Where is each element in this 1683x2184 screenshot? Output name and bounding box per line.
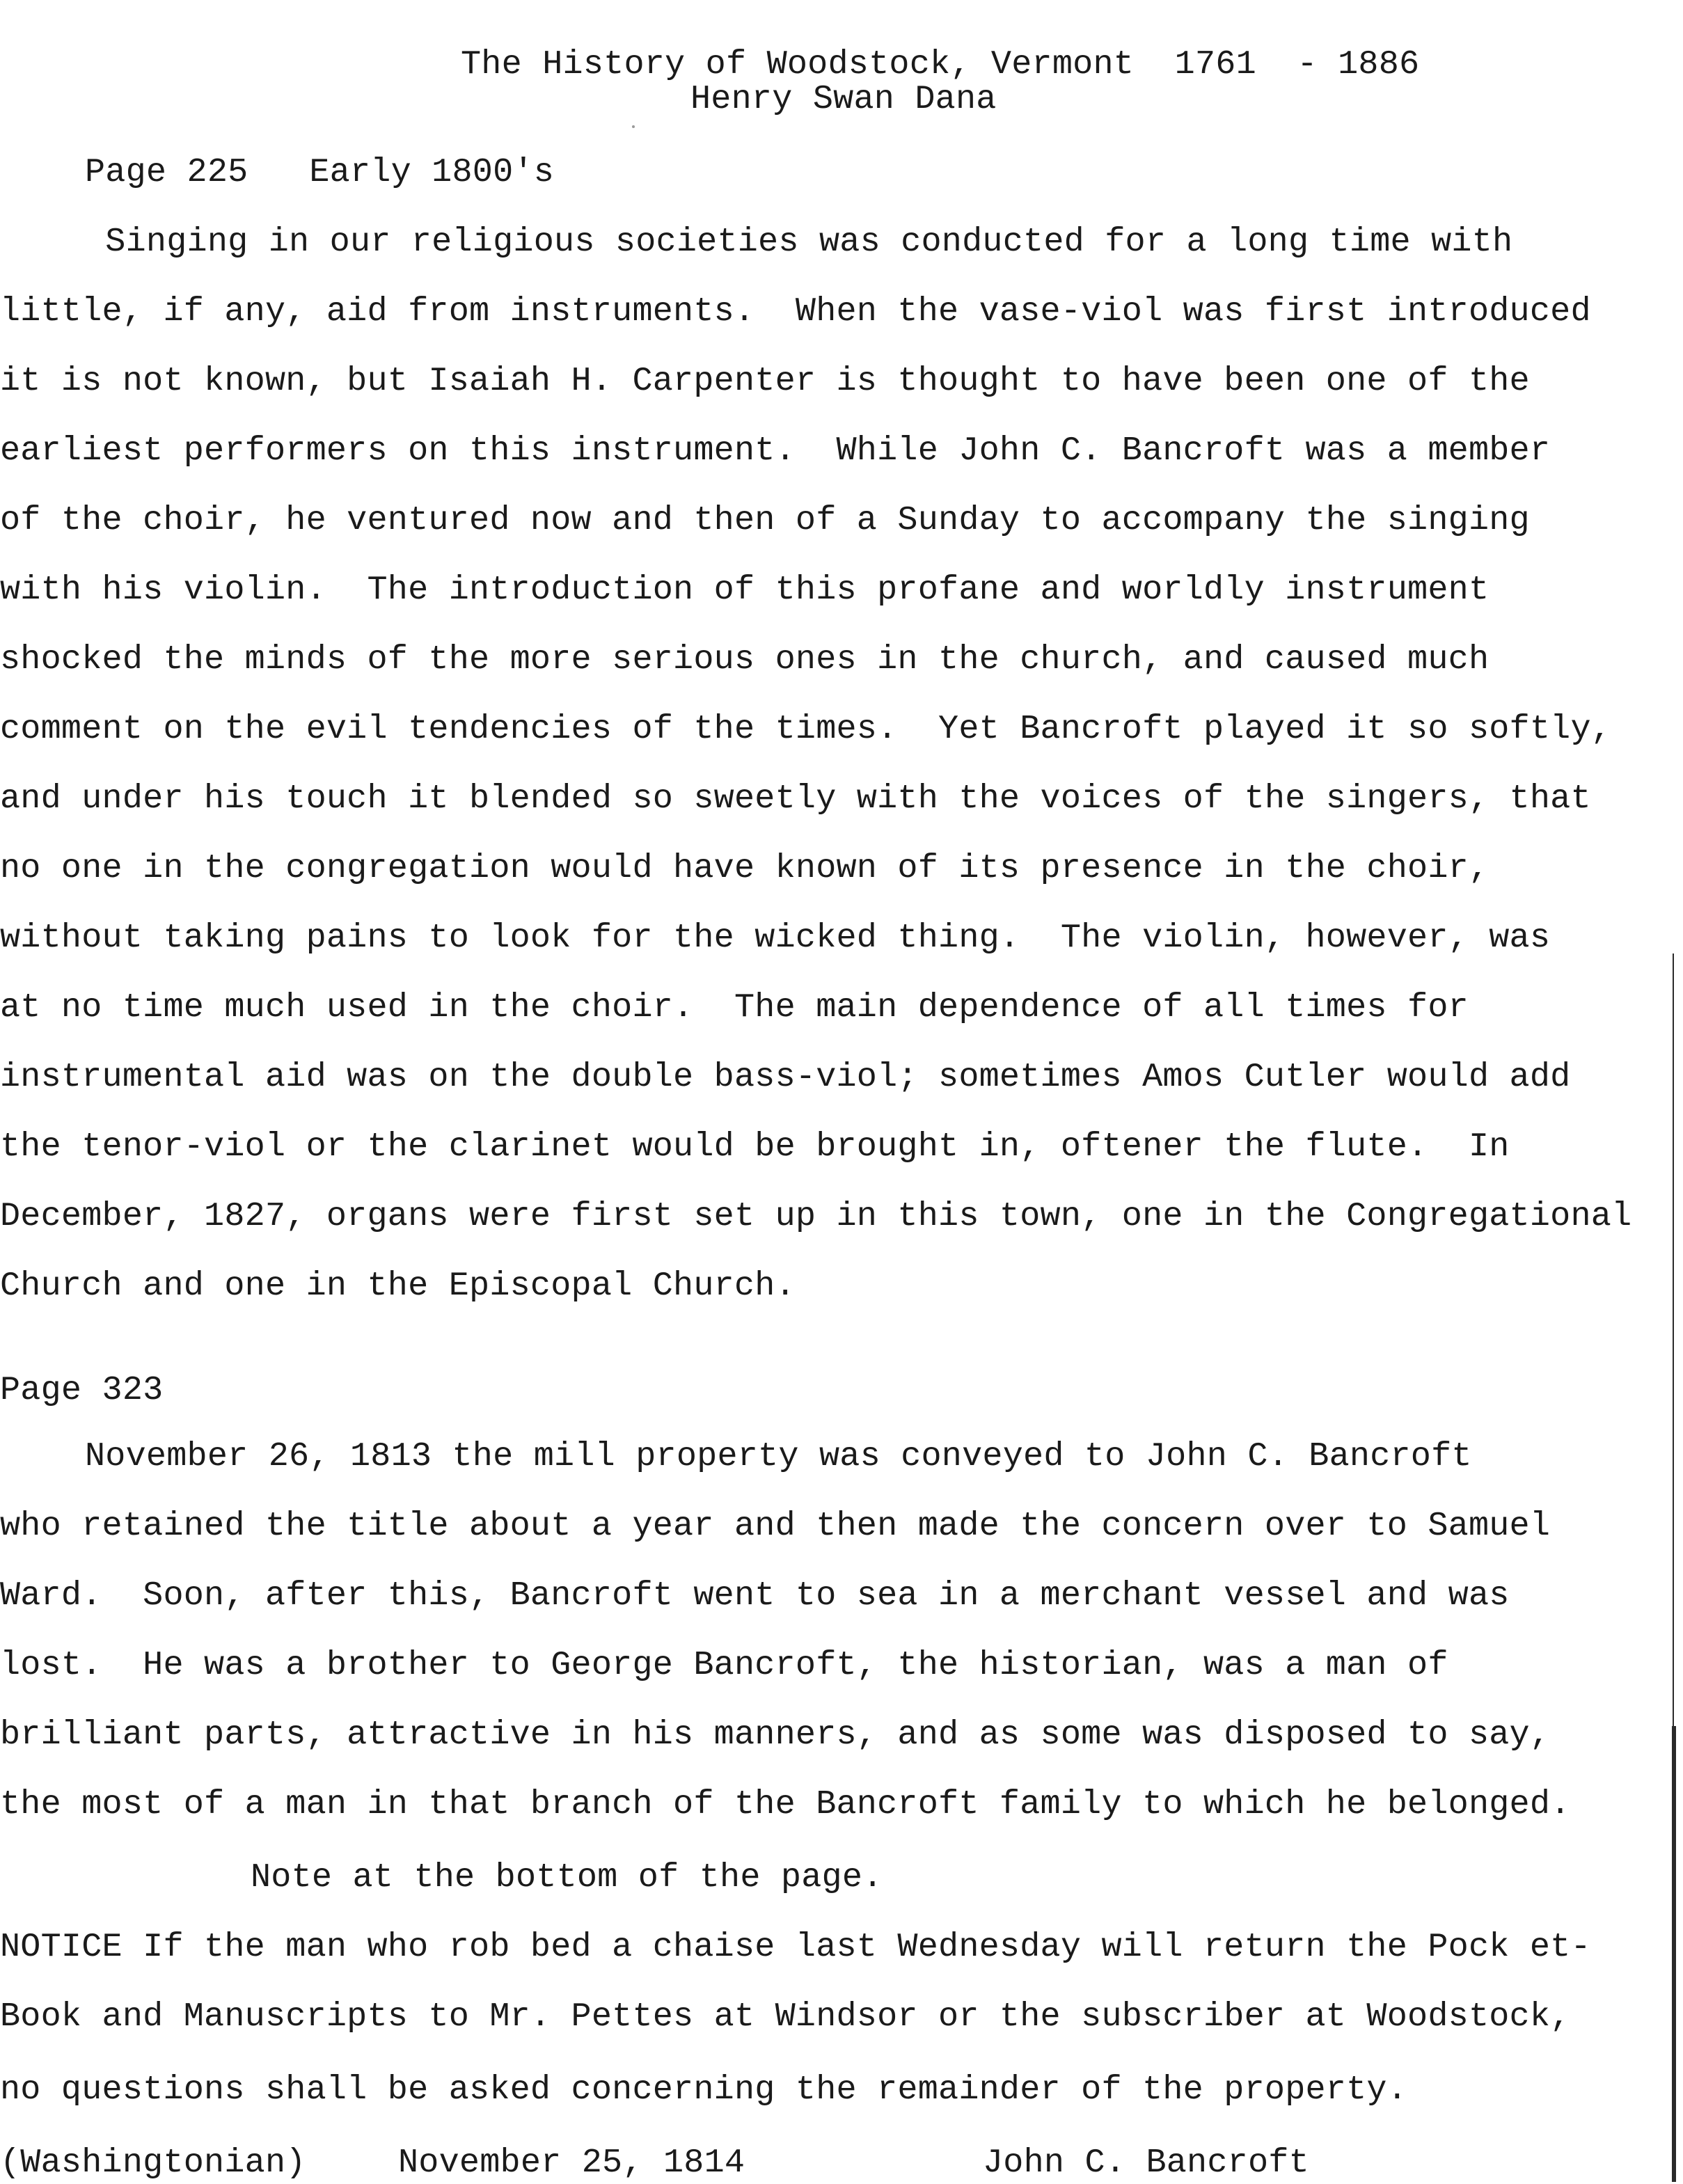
paragraph-line: no one in the congregation would have known of its presence in the choir, (0, 849, 1490, 887)
paragraph-line: December, 1827, organs were first set up in this town, one in the Congregational (0, 1197, 1632, 1235)
paragraph-line: little, if any, aid from instruments. When the vase-viol was first introduced (0, 292, 1591, 331)
paragraph-line: Singing in our religious societies was conducted for a long time with (85, 223, 1513, 261)
scan-edge-line (1672, 1726, 1676, 2182)
paragraph-line: with his violin. The introduction of this profane and worldly instrument (0, 571, 1490, 609)
scan-edge-line (1673, 953, 1674, 1726)
paragraph-line: Ward. Soon, after this, Bancroft went to sea in a merchant vessel and was (0, 1576, 1510, 1615)
document-title: The History of Woodstock, Vermont 1761 - 1886 (461, 45, 1420, 84)
paragraph-line: of the choir, he ventured now and then of a Sunday to accompany the singing (0, 501, 1530, 539)
paragraph-line: November 26, 1813 the mill property was conveyed to John C. Bancroft (85, 1437, 1472, 1475)
page-reference-323: Page 323 (0, 1371, 164, 1409)
paragraph-line: who retained the title about a year and then made the concern over to Samuel (0, 1507, 1551, 1545)
document-author: Henry Swan Dana (690, 80, 997, 118)
paragraph-line: at no time much used in the choir. The main dependence of all times for (0, 988, 1469, 1027)
scan-speck (632, 125, 635, 128)
page-reference-225: Page 225 Early 1800's (85, 153, 555, 191)
paragraph-line: brilliant parts, attractive in his manners, and as some was disposed to say, (0, 1716, 1551, 1754)
notice-line: no questions shall be asked concerning the remainder of the property. (0, 2071, 1408, 2109)
signature-name: John C. Bancroft (983, 2144, 1309, 2182)
paragraph-line: the tenor-viol or the clarinet would be brought in, oftener the flute. In (0, 1127, 1510, 1166)
paragraph-line: Church and one in the Episcopal Church. (0, 1267, 796, 1305)
paragraph-line: shocked the minds of the more serious ones in the church, and caused much (0, 640, 1490, 679)
notice-line: Book and Manuscripts to Mr. Pettes at Windsor or the subscriber at Woodstock, (0, 1997, 1571, 2036)
paragraph-line: the most of a man in that branch of the Bancroft family to which he belonged. (0, 1785, 1571, 1823)
paragraph-line: instrumental aid was on the double bass-viol; sometimes Amos Cutler would add (0, 1058, 1571, 1096)
paragraph-line: earliest performers on this instrument. While John C. Bancroft was a member (0, 432, 1551, 470)
paragraph-line: comment on the evil tendencies of the times. Yet Bancroft played it so softly, (0, 710, 1612, 748)
paragraph-line: and under his touch it blended so sweetly with the voices of the singers, that (0, 780, 1591, 818)
note-heading: Note at the bottom of the page. (251, 1858, 883, 1897)
paragraph-line: lost. He was a brother to George Bancroft, the historian, was a man of (0, 1646, 1448, 1684)
notice-line: NOTICE If the man who rob bed a chaise last Wednesday will return the Pock et- (0, 1928, 1591, 1966)
paragraph-line: without taking pains to look for the wicked thing. The violin, however, was (0, 919, 1551, 957)
signature-date: November 25, 1814 (398, 2144, 745, 2182)
paragraph-line: it is not known, but Isaiah H. Carpenter is thought to have been one of the (0, 362, 1530, 400)
signature-source: (Washingtonian) (0, 2144, 306, 2182)
